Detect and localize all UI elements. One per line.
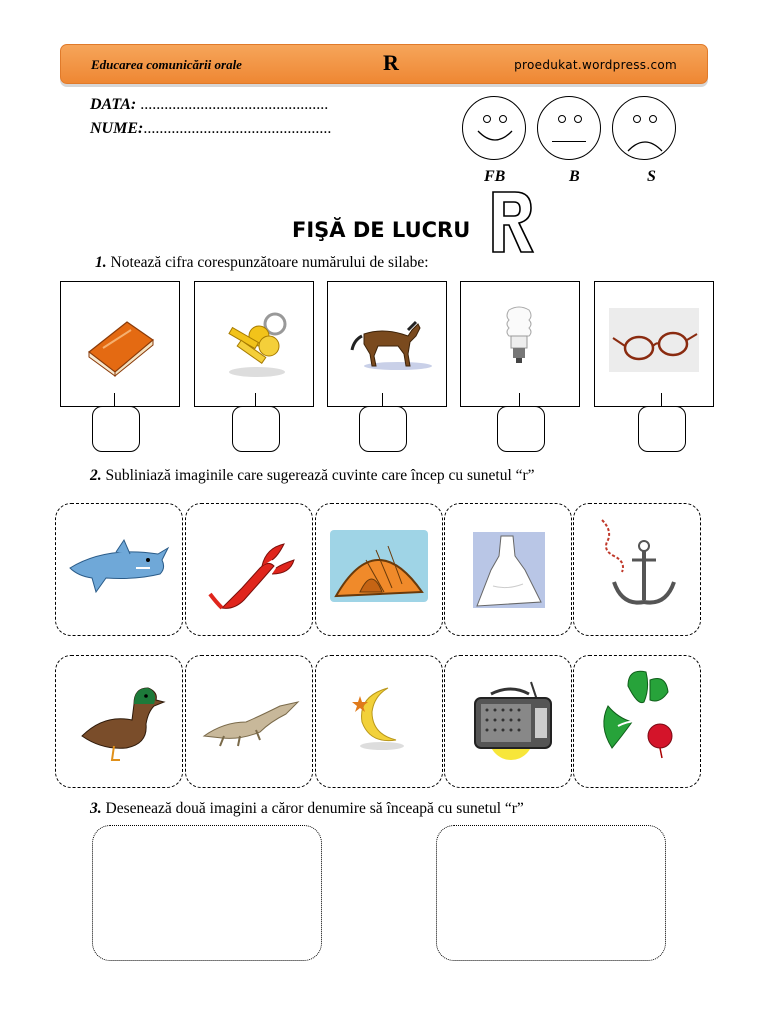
horse-icon (338, 310, 438, 374)
picture-card-lobster[interactable] (185, 503, 313, 636)
date-field (90, 96, 328, 114)
crocodile-icon (200, 692, 300, 748)
neutral-face-icon[interactable] (537, 96, 601, 160)
syllable-answer-box[interactable] (359, 406, 407, 452)
picture-card-moon[interactable] (315, 655, 443, 788)
picture-card-radish[interactable] (573, 655, 701, 788)
arrow-icon (661, 393, 662, 407)
exercise-1-text: Notează cifra corespunzătoare numărului de silabe: (106, 254, 429, 271)
exercise-2-number: 2. (90, 467, 102, 484)
syllable-answer-box[interactable] (497, 406, 545, 452)
exercise-2-instruction (90, 467, 535, 485)
exercise-3-text: Desenează două imagini a căror denumire să înceapă cu sunetul “r” (101, 800, 524, 817)
rating-label-fb: FB (484, 168, 506, 185)
picture-card-dress[interactable] (444, 503, 572, 636)
dress-icon (463, 530, 553, 614)
name-label: NUME: (90, 120, 144, 137)
picture-card-tent[interactable] (315, 503, 443, 636)
picture-card-shark[interactable] (55, 503, 183, 636)
duck-icon (74, 680, 166, 764)
radish-icon (588, 666, 688, 766)
picture-box-book (60, 281, 180, 407)
exercise-2-text: Subliniază imaginile care sugerează cuvinte care încep cu sunetul “r” (101, 467, 535, 484)
picture-box-lightbulb (460, 281, 580, 407)
picture-box-horse (327, 281, 447, 407)
moon-icon (348, 682, 410, 752)
syllable-answer-box[interactable] (92, 406, 140, 452)
shark-icon (66, 538, 172, 604)
picture-card-crocodile[interactable] (185, 655, 313, 788)
outlined-letter-r (487, 190, 537, 254)
exercise-3-instruction (90, 800, 524, 818)
anchor-icon (592, 516, 684, 612)
lightbulb-icon (499, 306, 539, 370)
book-icon (81, 312, 157, 378)
header-banner (60, 44, 708, 84)
exercise-3-number: 3. (90, 800, 102, 817)
arrow-icon (382, 393, 383, 407)
arrow-icon (519, 393, 520, 407)
picture-box-keys (194, 281, 314, 407)
glasses-icon (609, 308, 699, 372)
picture-card-radio[interactable] (444, 655, 572, 788)
drawing-area-2[interactable] (436, 825, 666, 961)
arrow-icon (255, 393, 256, 407)
header-letter: R (383, 50, 399, 75)
picture-card-duck[interactable] (55, 655, 183, 788)
rating-label-s: S (647, 168, 656, 185)
name-field (90, 120, 331, 138)
picture-card-anchor[interactable] (573, 503, 701, 636)
exercise-1-number: 1. (95, 254, 107, 271)
exercise-1-instruction (95, 254, 429, 272)
date-label: DATA: (90, 96, 141, 113)
radio-icon (467, 678, 555, 762)
tent-icon (326, 526, 432, 612)
happy-face-icon[interactable] (462, 96, 526, 160)
picture-box-glasses (594, 281, 714, 407)
subject-title: Educarea comunicării orale (91, 57, 242, 72)
page-title: FIŞĂ DE LUCRU (292, 218, 471, 242)
syllable-answer-box[interactable] (232, 406, 280, 452)
site-url: proedukat.wordpress.com (514, 58, 677, 72)
rating-label-b: B (569, 168, 580, 185)
sad-face-icon[interactable] (612, 96, 676, 160)
name-dots: ............................................... (143, 120, 332, 137)
keys-icon (213, 306, 295, 380)
syllable-answer-box[interactable] (638, 406, 686, 452)
arrow-icon (114, 393, 115, 407)
lobster-icon (202, 538, 298, 618)
date-dots: ............................................... (140, 96, 329, 113)
drawing-area-1[interactable] (92, 825, 322, 961)
